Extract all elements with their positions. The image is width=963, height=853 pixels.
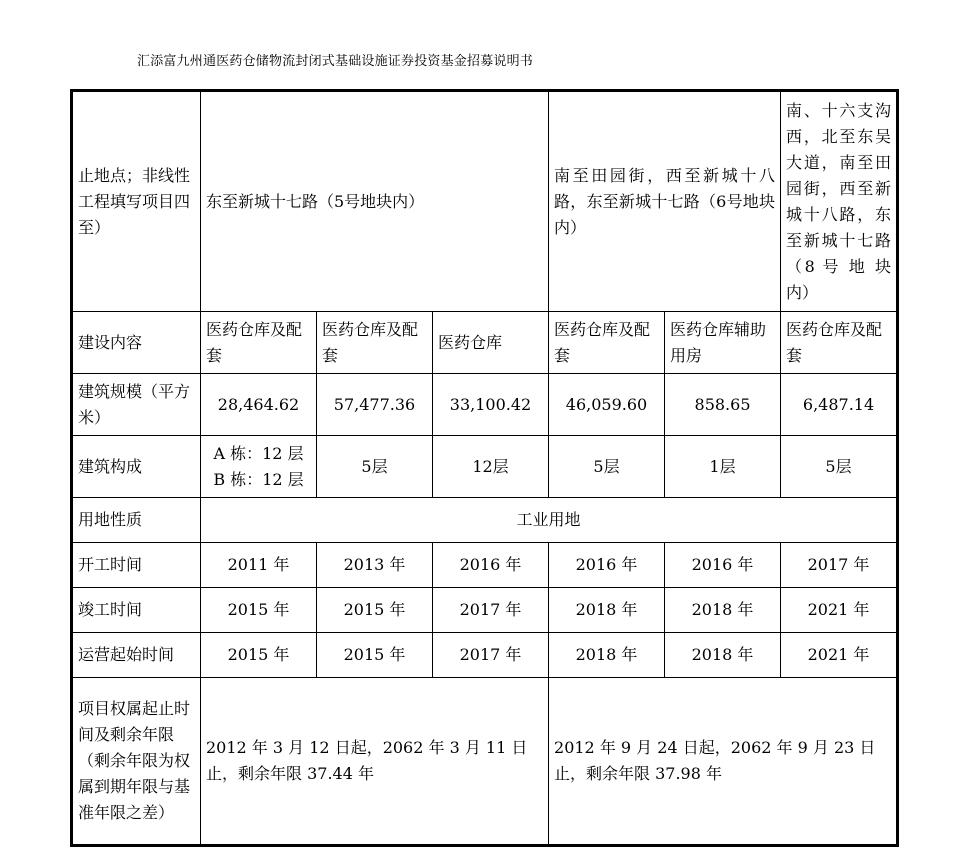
content-cell: 医药仓库及配套 xyxy=(549,312,665,374)
land-use-label: 用地性质 xyxy=(72,498,201,543)
operation-cell: 2017 年 xyxy=(433,633,549,678)
content-label: 建设内容 xyxy=(72,312,201,374)
operation-cell: 2015 年 xyxy=(201,633,317,678)
scale-cell: 858.65 xyxy=(665,374,781,436)
row-operation-start xyxy=(72,633,898,678)
structure-label: 建筑构成 xyxy=(72,436,201,498)
structure-cell: 5层 xyxy=(317,436,433,498)
start-cell: 2016 年 xyxy=(549,543,665,588)
ownership-right: 2012 年 9 月 24 日起，2062 年 9 月 23 日止，剩余年限 37.98 年 xyxy=(549,678,898,846)
boundary-label: 止地点；非线性工程填写项目四至） xyxy=(72,91,201,312)
content-cell: 医药仓库辅助用房 xyxy=(665,312,781,374)
row-construction-content xyxy=(72,312,898,374)
completion-cell: 2015 年 xyxy=(201,588,317,633)
content-cell: 医药仓库及配套 xyxy=(781,312,898,374)
completion-cell: 2017 年 xyxy=(433,588,549,633)
row-ownership-period xyxy=(72,678,898,846)
structure-cell: 5层 xyxy=(781,436,898,498)
structure-line-b: B 栋：12 层 xyxy=(213,469,304,489)
completion-cell: 2018 年 xyxy=(549,588,665,633)
row-building-structure xyxy=(72,436,898,498)
structure-line-a: A 栋：12 层 xyxy=(213,443,304,463)
start-cell: 2016 年 xyxy=(433,543,549,588)
row-building-scale xyxy=(72,374,898,436)
completion-cell: 2018 年 xyxy=(665,588,781,633)
content-cell: 医药仓库及配套 xyxy=(317,312,433,374)
start-cell: 2017 年 xyxy=(781,543,898,588)
structure-cell-ab xyxy=(201,436,317,498)
page-header-title: 汇添富九州通医药仓储物流封闭式基础设施证券投资基金招募说明书 xyxy=(137,54,534,69)
completion-cell: 2021 年 xyxy=(781,588,898,633)
boundary-plot-8: 南、十六支沟西，北至东吴大道，南至田园街，西至新城十八路，东至新城十七路（8 号 地 块 内） xyxy=(781,91,898,312)
operation-cell: 2015 年 xyxy=(317,633,433,678)
ownership-left: 2012 年 3 月 12 日起，2062 年 3 月 11 日止，剩余年限 37.44 年 xyxy=(201,678,549,846)
completion-cell: 2015 年 xyxy=(317,588,433,633)
start-cell: 2016 年 xyxy=(665,543,781,588)
row-land-use xyxy=(72,498,898,543)
row-start-time xyxy=(72,543,898,588)
scale-cell: 28,464.62 xyxy=(201,374,317,436)
start-cell: 2013 年 xyxy=(317,543,433,588)
structure-cell: 12层 xyxy=(433,436,549,498)
operation-label: 运营起始时间 xyxy=(72,633,201,678)
boundary-plot-6: 南至田园街，西至新城十八路，东至新城十七路（6号地块内） xyxy=(549,91,781,312)
scale-cell: 57,477.36 xyxy=(317,374,433,436)
structure-cell: 5层 xyxy=(549,436,665,498)
ownership-label: 项目权属起止时间及剩余年限（剩余年限为权属到期年限与基准年限之差） xyxy=(72,678,201,846)
completion-label: 竣工时间 xyxy=(72,588,201,633)
project-info-table xyxy=(70,89,899,847)
row-completion-time xyxy=(72,588,898,633)
content-cell: 医药仓库及配套 xyxy=(201,312,317,374)
start-cell: 2011 年 xyxy=(201,543,317,588)
scale-label: 建筑规模（平方米） xyxy=(72,374,201,436)
structure-cell: 1层 xyxy=(665,436,781,498)
scale-cell: 6,487.14 xyxy=(781,374,898,436)
scale-cell: 46,059.60 xyxy=(549,374,665,436)
operation-cell: 2021 年 xyxy=(781,633,898,678)
operation-cell: 2018 年 xyxy=(549,633,665,678)
row-boundary xyxy=(72,91,898,312)
land-use-value: 工业用地 xyxy=(201,498,898,543)
content-cell: 医药仓库 xyxy=(433,312,549,374)
boundary-plot-5: 东至新城十七路（5号地块内） xyxy=(201,91,549,312)
scale-cell: 33,100.42 xyxy=(433,374,549,436)
start-label: 开工时间 xyxy=(72,543,201,588)
operation-cell: 2018 年 xyxy=(665,633,781,678)
